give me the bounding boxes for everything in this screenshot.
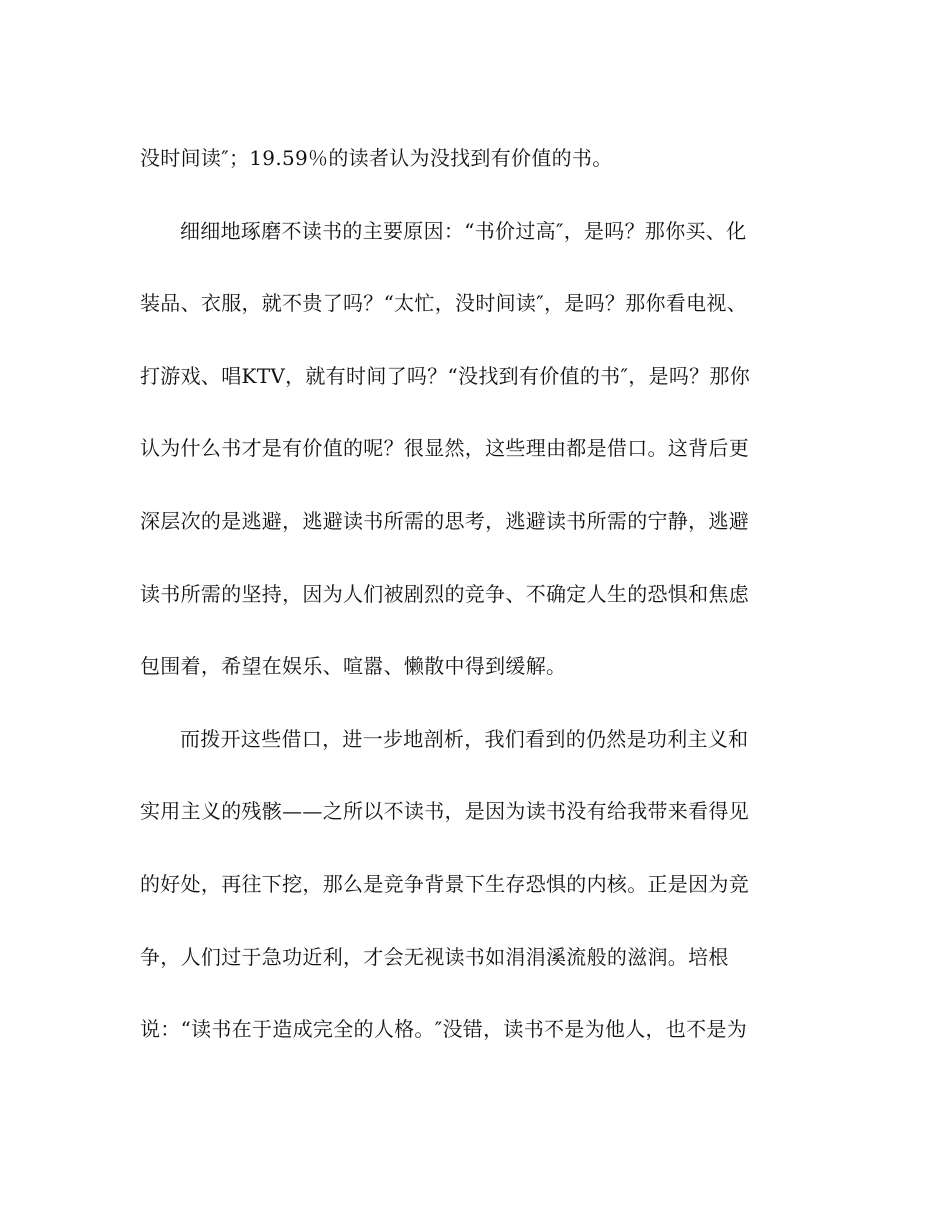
text-line: 说：“读书在于造成完全的人格。″没错，读书不是为他人，也不是为 xyxy=(140,1017,747,1042)
text-line: 包围着，希望在娱乐、喧嚣、懒散中得到缓解。 xyxy=(140,654,567,679)
text-line: 的好处，再往下挖，那么是竞争背景下生存恐惧的内核。正是因为竞 xyxy=(140,871,749,896)
text-line: 深层次的是逃避，逃避读书所需的思考，逃避读书所需的宁静，逃避 xyxy=(140,508,749,533)
paragraph-start-line: 细细地琢磨不读书的主要原因：“书价过高″，是吗？那你买、化 xyxy=(180,218,747,243)
text-line: 没时间读″；19.59％的读者认为没找到有价值的书。 xyxy=(140,146,613,170)
text-line: 读书所需的坚持，因为人们被剧烈的竞争、不确定人生的恐惧和焦虑 xyxy=(140,581,749,606)
document-body xyxy=(140,138,820,1082)
text-line: 实用主义的残骸——之所以不读书，是因为读书没有给我带来看得见 xyxy=(140,799,749,824)
text-line: 认为什么书才是有价值的呢？很显然，这些理由都是借口。这背后更 xyxy=(140,436,749,461)
text-line: 争，人们过于急功近利，才会无视读书如涓涓溪流般的滋润。培根 xyxy=(140,944,729,969)
paragraph-start-line: 而拨开这些借口，进一步地剖析，我们看到的仍然是功利主义和 xyxy=(180,726,749,751)
text-line: 打游戏、唱KTV，就有时间了吗？“没找到有价值的书″，是吗？那你 xyxy=(140,363,751,388)
text-line: 装品、衣服，就不贵了吗？“太忙，没时间读″，是吗？那你看电视、 xyxy=(140,291,747,316)
